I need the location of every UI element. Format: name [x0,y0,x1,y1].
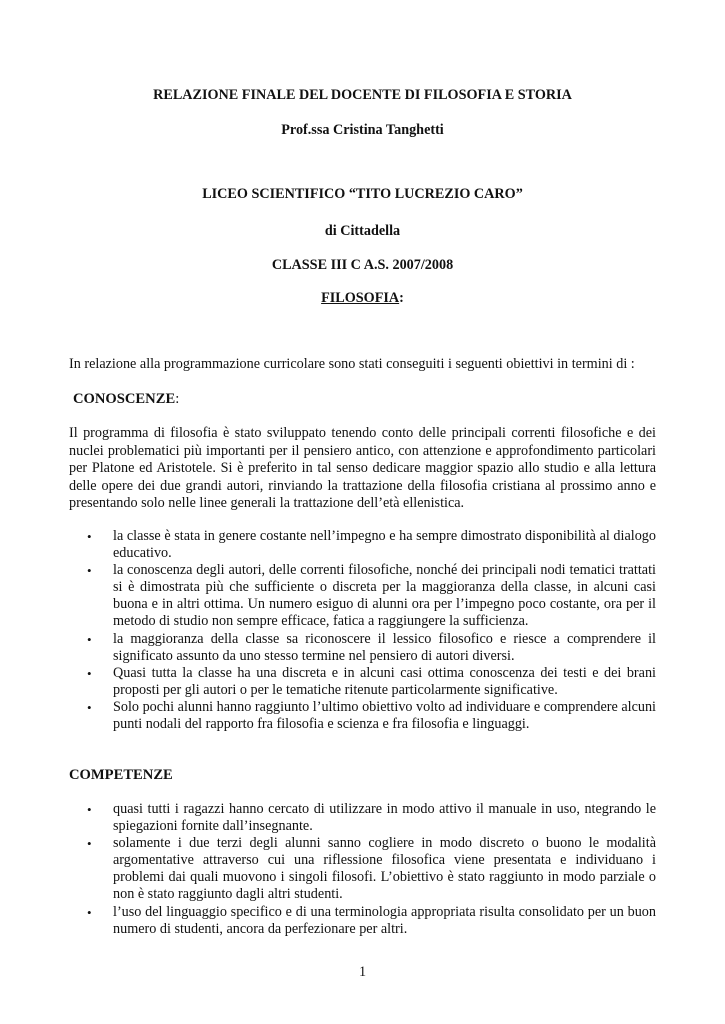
subject-suffix: : [399,290,404,306]
conoscenze-list [69,528,656,733]
list-item [69,528,656,562]
bullet-icon: • [87,631,92,647]
bullet-icon: • [87,563,92,579]
list-item-text: quasi tutti i ragazzi hanno cercato di utilizzare in modo attivo il manuale in uso, ntegrando le spiegazioni fornite dall’insegnante. [113,801,656,835]
intro-paragraph: In relazione alla programmazione curricolare sono stati conseguiti i seguenti obiettivi in termini di : [69,356,635,372]
teacher-name: Prof.ssa Cristina Tanghetti [281,122,444,138]
list-item-text: la maggioranza della classe sa riconoscere il lessico filosofico e riesce a comprendere il significato assunto da uno stesso termine nel pensiero di autori diversi. [113,630,656,664]
conoscenze-suffix: : [175,391,180,407]
bullet-icon: • [87,529,92,544]
school-name: LICEO SCIENTIFICO “TITO LUCREZIO CARO” [202,186,523,202]
list-item-text: Quasi tutta la classe ha una discreta e in alcuni casi ottima conoscenza dei testi e dei brani proposti per gli autori o per le tematiche ritenute particolarmente significative. [113,664,656,698]
list-item-text: la conoscenza degli autori, delle correnti filosofiche, nonché dei principali nodi tematici trattati si è dimostrata più che sufficiente o discreta per la maggioranza della classe, in alcuni casi buona e in altri ottima. Un numero esiguo di alunni ora per l’impegno poco costante, ora per il metodo di studio non sempre efficace, fatica a raggiungere la sufficienza. [113,562,656,630]
list-item-text: Solo pochi alunni hanno raggiunto l’ultimo obiettivo volto ad individuare e comprendere alcuni punti nodali del rapporto fra filosofia e scienza e fra filosofia e linguaggi. [113,698,656,733]
bullet-icon: • [87,904,92,920]
competenze-heading: COMPETENZE [69,767,173,783]
list-item [69,665,656,699]
bullet-icon: • [87,665,92,681]
conoscenze-heading [73,390,179,408]
subject-heading [0,289,725,307]
list-item [69,801,656,835]
bullet-icon: • [87,802,92,817]
list-item [69,699,656,733]
document-title: RELAZIONE FINALE DEL DOCENTE DI FILOSOFIA E STORIA [153,87,572,103]
competenze-list [69,801,656,938]
list-item [69,904,656,938]
list-item [69,562,656,630]
subject-label: FILOSOFIA [321,290,400,306]
school-city: di Cittadella [324,223,401,239]
list-item-text: la classe è stata in genere costante nell’impegno e ha sempre dimostrato disponibilità al dialogo educativo. [113,528,656,562]
page-number: 1 [358,964,367,980]
conoscenze-label: CONOSCENZE [73,391,176,407]
list-item [69,835,656,903]
list-item-text: solamente i due terzi degli alunni sanno cogliere in modo discreto o buono le modalità argomentative attraverso cui una riflessione filosofica viene presentata e individuano i problemi dai quali muovono i singoli filosofi. L’obiettivo è stato raggiunto in modo parziale o non è stato raggiunto dagli altri studenti. [113,835,656,903]
list-item [69,631,656,665]
class-and-year: CLASSE III C A.S. 2007/2008 [271,257,454,273]
bullet-icon: • [87,699,92,715]
conoscenze-paragraph: Il programma di filosofia è stato sviluppato tenendo conto delle principali correnti filosofiche e dei nuclei problematici più importanti per il pensiero antico, con attenzione e approfondimento particolari per Platone ed Aristotele. Si è preferito in tal senso dedicare maggior spazio allo studio e alla lettura delle opere dei due grandi autori, rinviando la trattazione della filosofia cristiana al prossimo anno e presentando solo nelle linee generali la trattazione dell’età ellenistica. [69,425,656,512]
list-item-text: l’uso del linguaggio specifico e di una terminologia appropriata risulta consolidato per un buon numero di studenti, ancora da perfezionare per altri. [113,903,656,937]
bullet-icon: • [87,836,92,852]
